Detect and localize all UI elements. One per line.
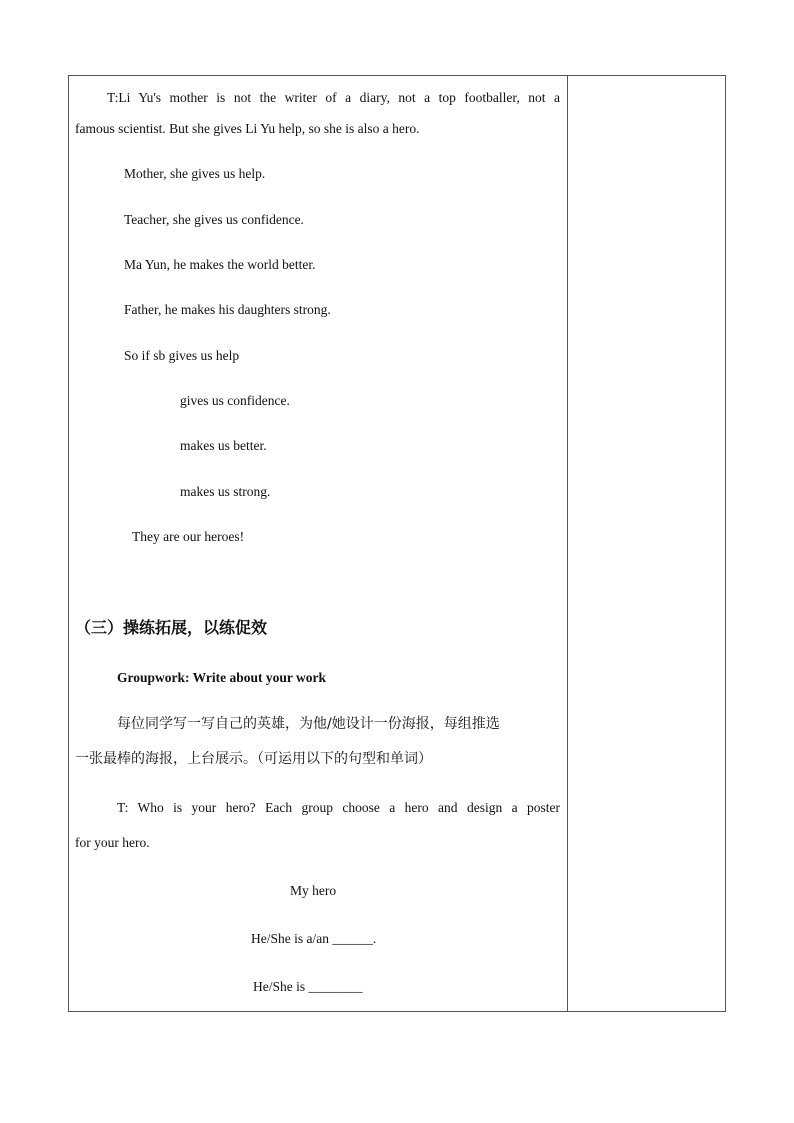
continuation-strong: makes us strong. — [180, 484, 271, 499]
teacher-prompt-line-1: T: Who is your hero? Each group choose a hero and design a poster — [117, 800, 560, 815]
poster-line-2: He/She is ________ — [253, 979, 363, 994]
so-if-line: So if sb gives us help — [124, 348, 240, 363]
example-father: Father, he makes his daughters strong. — [124, 302, 331, 317]
poster-line-1: He/She is a/an ______. — [251, 931, 377, 946]
example-ma-yun: Ma Yun, he makes the world better. — [124, 257, 316, 272]
chinese-instruction-line-2: 一张最棒的海报，上台展示。（可运用以下的句型和单词） — [75, 751, 432, 767]
column-divider — [567, 75, 568, 1012]
intro-line-1: T:Li Yu's mother is not the writer of a diary, not a top footballer, not a — [107, 90, 560, 105]
groupwork-title: Groupwork: Write about your work — [117, 670, 327, 685]
poster-title: My hero — [290, 883, 337, 898]
teacher-prompt-line-2: for your hero. — [75, 835, 150, 850]
intro-line-2: famous scientist. But she gives Li Yu help, so she is also a hero. — [75, 121, 420, 136]
chinese-instruction-line-1: 每位同学写一写自己的英雄，为他/她设计一份海报，每组推选 — [117, 716, 500, 732]
example-teacher: Teacher, she gives us confidence. — [124, 212, 304, 227]
example-mother: Mother, she gives us help. — [124, 166, 266, 181]
continuation-confidence: gives us confidence. — [180, 393, 290, 408]
conclusion-line: They are our heroes! — [132, 529, 245, 544]
section-heading: （三）操练拓展，以练促效 — [75, 618, 268, 637]
continuation-better: makes us better. — [180, 438, 267, 453]
